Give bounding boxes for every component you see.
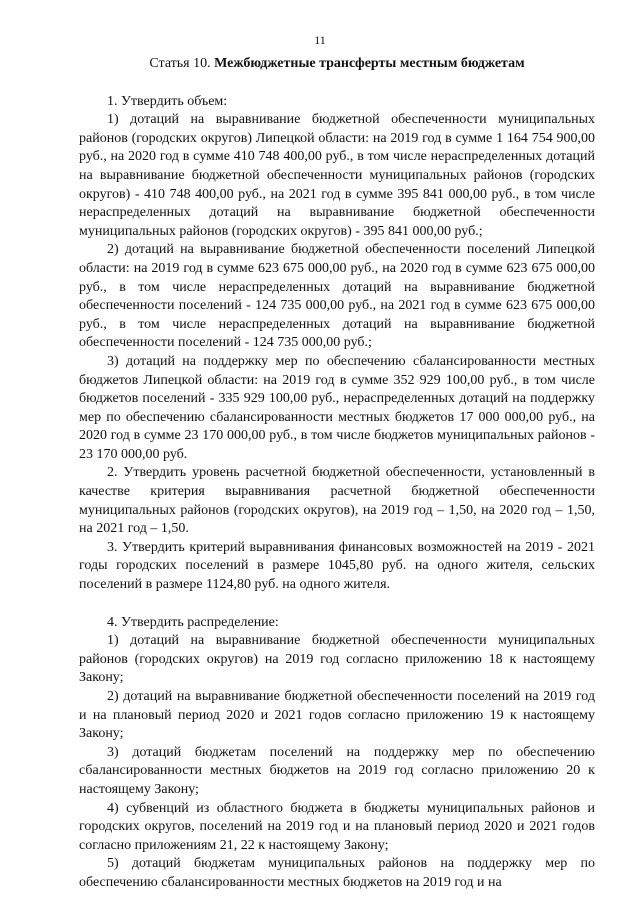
paragraph: 1) дотаций на выравнивание бюджетной обеспеченности муниципальных районов (городских округов) на 2019 год согласно приложению 18 к настоящему Закону; [79,633,595,686]
paragraph: 3) дотаций бюджетам поселений на поддержку мер по обеспечению сбалансированности местных бюджетов на 2019 год согласно приложению 20 к настоящему Закону; [79,744,595,797]
paragraph: 2. Утвердить уровень расчетной бюджетной обеспеченности, установленный в качестве критерия выравнивания расчетной бюджетной обеспеченности муниципальных районов (городских округов), на 2019 год – 1,50, на 2020 год – 1,50, на 2021 год – 1,50. [79,465,595,537]
page-number: 11 [314,33,326,47]
paragraph: 4) субвенций из областного бюджета в бюджеты муниципальных районов и городских округов, поселений на 2019 год и на плановый период 2020 и 2021 годов согласно приложениям 21, 22 к настоящему Закону; [79,800,595,853]
paragraph: 1. Утвердить объем: [107,93,228,109]
paragraph: 3. Утвердить критерий выравнивания финансовых возможностей на 2019 - 2021 годы городских поселений в размере 1045,80 руб. на одного жителя, сельских поселений в размере 1124,80 руб. на одного жителя. [79,539,595,593]
article-heading [79,55,595,74]
paragraph: 4. Утвердить распределение: [107,614,279,630]
paragraph: 1) дотаций на выравнивание бюджетной обеспеченности муниципальных районов (городских округов) Липецкой области: на 2019 год в сумме 1 164 754 900,00 руб., на 2020 год в сумме 410 748 400,00 руб., в том числе нераспределенных дотаций на выравнивание бюджетной обеспеченности муниципальных районов (городских округов) - 410 748 400,00 руб., на 2021 год в сумме 395 841 000,00 руб., в том числе нераспределенных дотаций на выравнивание бюджетной обеспеченности муниципальных районов (городских округов) - 395 841 000,00 руб.; [79,112,595,239]
paragraph: 3) дотаций на поддержку мер по обеспечению сбалансированности местных бюджетов Липецкой области: на 2019 год в сумме 352 929 100,00 руб., в том числе бюджетов поселений - 335 929 100,00 руб., нераспределенных дотаций на поддержку мер по обеспечению сбалансированности местных бюджетов 17 000 000,00 руб., на 2020 год в сумме 23 170 000,00 руб., в том числе бюджетов муниципальных районов - 23 170 000,00 руб. [79,353,595,462]
paragraph: 2) дотаций на выравнивание бюджетной обеспеченности поселений Липецкой области: на 2019 год в сумме 623 675 000,00 руб., на 2020 год в сумме 623 675 000,00 руб., в том числе нераспределенных дотаций на выравнивание бюджетной обеспеченности поселений - 124 735 000,00 руб., на 2021 год в сумме 623 675 000,00 руб., в том числе нераспределенных дотаций на выравнивание бюджетной обеспеченности поселений - 124 735 000,00 руб.; [79,242,595,351]
document-body [79,55,595,893]
paragraph: 5) дотаций бюджетам муниципальных районов на поддержку мер по обеспечению сбалансированности местных бюджетов на 2019 год и на [79,856,595,890]
article-label: Статья 10. [149,56,211,71]
paragraph: 2) дотаций на выравнивание бюджетной обеспеченности поселений на 2019 год и на плановый период 2020 и 2021 годов согласно приложению 19 к настоящему Закону; [79,689,595,742]
article-title: Межбюджетные трансферты местным бюджетам [214,56,525,71]
